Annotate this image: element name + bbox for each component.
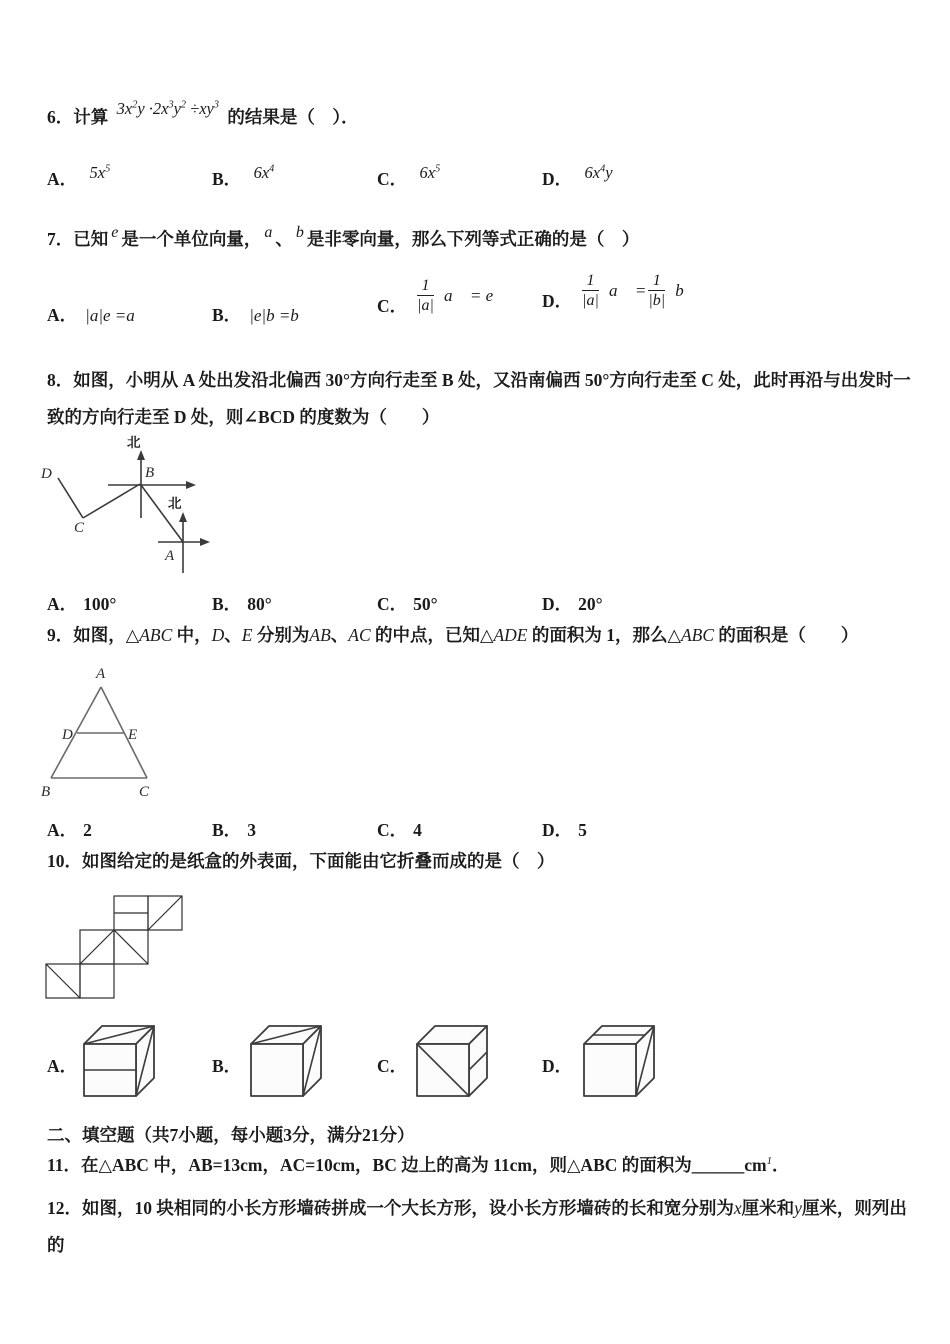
q9-vertex-c-label: C — [139, 784, 150, 800]
q6-option-d: D． $6x^4y$ — [542, 163, 613, 189]
q9-point-d-label: D — [62, 727, 73, 743]
q8-option-c: C． 50° — [377, 594, 438, 614]
question-7-stem — [47, 226, 639, 251]
q10-net-figure — [44, 892, 199, 1007]
q8-point-d-label: D — [41, 466, 52, 482]
q6-tail: 的结果是（ ）． — [227, 107, 359, 127]
q6-option-c: C． $6x^5$ — [377, 163, 441, 189]
q10-option-d: D． — [542, 1056, 573, 1076]
question-6-stem — [47, 99, 359, 129]
q8-options — [47, 591, 917, 616]
q6-formula: $3x^2y \cdot 2x^3y^2 \div xy^3$ — [116, 99, 219, 118]
q9-option-d: D． 5 — [542, 820, 587, 840]
q6-lead: 6．计算 — [47, 107, 109, 127]
q10-option-a: A． — [47, 1056, 78, 1076]
q10-cube-b — [242, 1018, 334, 1100]
q8-north-label-a: 北 — [168, 496, 182, 511]
question-9-stem: 9．如图，△ABC 中，D、E 分别为AB、AC 的中点，已知△ADE 的面积为 1，那么△ABC 的面积是（ ） — [47, 625, 859, 645]
q8-option-d: D． 20° — [542, 594, 603, 614]
q7-c-fraction: $\frac{1}{|a|}$ — [417, 277, 434, 315]
q9-options — [47, 817, 917, 842]
q7-option-d: D． $\frac{1}{|a|}$ a⃗ = $\frac{1}{|b|}$ b⃗ — [542, 272, 697, 312]
q9-point-e-label: E — [128, 727, 138, 743]
q7-d-fraction-1: $\frac{1}{|a|}$ — [582, 272, 599, 310]
q10-option-b: B． — [212, 1056, 242, 1076]
q8-option-b: B． 80° — [212, 594, 272, 614]
q8-point-b-label: B — [145, 465, 155, 481]
q8-navigation-figure — [18, 430, 258, 580]
q9-option-b: B． 3 — [212, 820, 256, 840]
question-11-stem: 11．在△ABC 中，AB=13cm，AC=10cm，BC 边上的高为 11cm，则△ABC 的面积为$\_\_\_\_\_\_cm^1$． — [47, 1155, 790, 1175]
q8-point-a-label: A — [165, 548, 175, 564]
q7-option-b: B． |e|b =b — [212, 305, 299, 325]
q6-options — [47, 163, 917, 191]
question-12-stem: 12．如图，10 块相同的小长方形墙砖拼成一个大长方形，设小长方形墙砖的长和宽分别为x厘米和y厘米，则列出的 — [47, 1198, 907, 1255]
q8-option-a: A． 100° — [47, 594, 117, 614]
q7-option-a: A． |a|e =a — [47, 305, 135, 325]
q10-cube-c — [408, 1018, 500, 1100]
q9-option-c: C． 4 — [377, 820, 422, 840]
q8-point-c-label: C — [74, 520, 85, 536]
q10-cube-a — [75, 1018, 167, 1100]
q9-triangle-figure — [30, 662, 180, 804]
section-2-header: 二、填空题（共7小题，每小题3分，满分21分） — [47, 1125, 415, 1145]
q6-option-b: B． $6x^4$ — [212, 163, 275, 189]
q7-option-c: C． $\frac{1}{|a|}$ a⃗ = e⃗ — [377, 277, 507, 317]
question-8-stem: 8．如图，小明从 A 处出发沿北偏西 30°方向行走至 B 处，又沿南偏西 50°方向行走至 C 处，此时再沿与出发时一致的方向行走至 D 处，则∠BCD 的度数为（ ） — [47, 370, 911, 427]
q10-cube-d — [575, 1018, 667, 1100]
q9-vertex-b-label: B — [41, 784, 51, 800]
question-10-stem: 10．如图给定的是纸盒的外表面，下面能由它折叠而成的是（ ） — [47, 851, 555, 871]
q9-vertex-a-label: A — [96, 666, 106, 682]
q7-d-fraction-2: $\frac{1}{|b|}$ — [648, 272, 666, 310]
q10-option-c: C． — [377, 1056, 408, 1076]
q8-north-label-b: 北 — [127, 435, 141, 450]
q7-stem-text: 7．已知 e 是一个单位向量， a 、 b 是非零向量，那么下列等式正确的是（ ） — [47, 224, 640, 249]
q9-option-a: A． 2 — [47, 820, 92, 840]
q6-option-a: A． $5x^5$ — [47, 163, 111, 189]
